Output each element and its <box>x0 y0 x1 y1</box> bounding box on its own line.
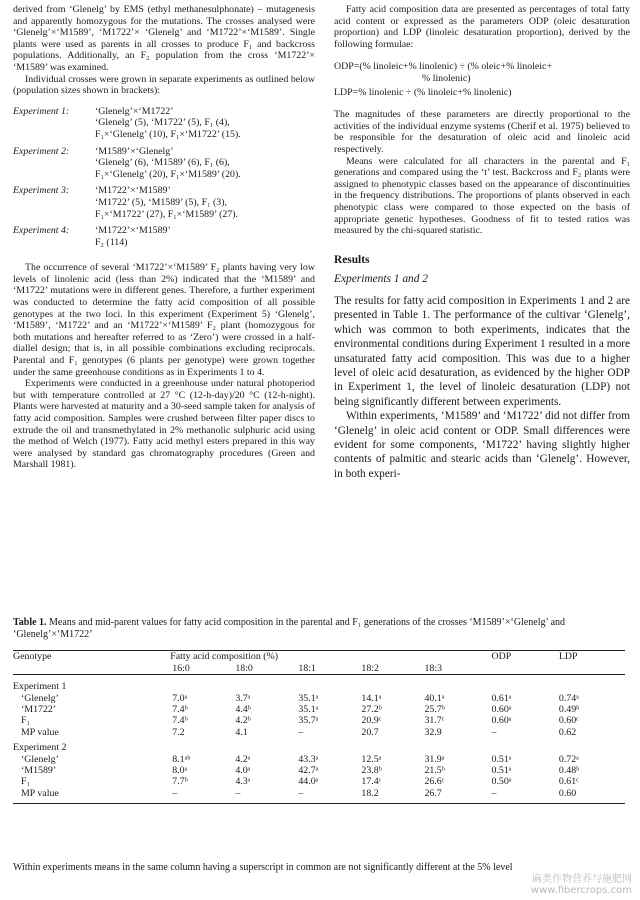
value-cell: – <box>172 787 178 799</box>
paragraph: derived from ‘Glenelg’ by EMS (ethyl methanesulphonate) – mutagenesis and apparently homozygous for the mutations. The crosses analysed were ‘Glenelg’×‘M1589’, ‘M1722’× ‘Glenelg’ and ‘M1722’×‘M1589’. Single plants were used as parents in all crosses to produce F₁ and backcross populations. Additionally, an F₂ population from the cross ‘M1722’× ‘M1589’ was examined. <box>13 4 315 73</box>
experiment-label: Experiment 4: <box>13 225 70 237</box>
value-cell: 0.51ᵃ <box>491 753 512 765</box>
table-row <box>13 726 625 737</box>
genotype-cell: F₁ <box>21 776 30 788</box>
column-subheader: 18:3 <box>424 662 443 674</box>
value-cell: 32.9 <box>424 726 442 738</box>
value-cell: – <box>298 726 304 738</box>
formula-odp <box>334 61 630 84</box>
value-cell: 7.2 <box>172 726 185 738</box>
value-cell: 0.61ᶜ <box>558 776 579 788</box>
value-cell: 0.60ᵃ <box>491 715 512 727</box>
table-row <box>13 787 625 798</box>
column-header: ODP <box>491 651 512 663</box>
experiment-label: Experiment 3: <box>13 185 70 197</box>
value-cell: 4.1 <box>235 726 248 738</box>
value-cell: 0.51ᵃ <box>491 764 512 776</box>
experiment-line: ‘M1722’×‘M1589’ <box>95 185 171 197</box>
column-subheader: 18:1 <box>298 662 316 674</box>
value-cell: 0.72ᵃ <box>558 753 579 765</box>
genotype-cell: ‘Glenelg’ <box>21 692 59 704</box>
value-cell: 21.5ᵇ <box>424 764 445 776</box>
value-cell: 26.6ᶜ <box>424 776 445 788</box>
table-caption-text: Means and mid-parent values for fatty acid composition in the parental and F₁ generations of the crosses ‘M1589’×‘Glenelg’ and ‘Glenelg’×‘M1722’ <box>13 617 566 640</box>
genotype-cell: ‘M1589’ <box>21 764 57 776</box>
value-cell: 35.7ᵃ <box>298 715 319 727</box>
subsection-heading: Experiments 1 and 2 <box>334 273 428 286</box>
genotype-cell: MP value <box>21 787 59 799</box>
value-cell: 4.2ᵇ <box>235 715 251 727</box>
experiment-group-label: Experiment 1 <box>13 681 67 693</box>
right-column <box>334 4 630 481</box>
paragraph: The results for fatty acid composition in Experiments 1 and 2 are presented in Table 1. The performance of the cultivar ‘Glenelg’, which was common to both experiments, indicates that the environmental conditions during Experiment 1 resulted in a more unsaturated fatty acid composition. This was due to a higher level of oleic acid desaturation, as evidenced by the higher ODP in Experiment 1, the level of linoleic desaturation (LDP) not being significantly different between experiments. <box>334 294 630 408</box>
table-row <box>13 704 625 715</box>
table-row <box>13 776 625 787</box>
experiment-line: F₁×‘Glenelg’ (10), F₁×‘M1722’ (15). <box>95 128 241 140</box>
table-row <box>13 715 625 726</box>
experiment-label: Experiment 2: <box>13 145 70 157</box>
table-row <box>13 753 625 764</box>
experiment-line: ‘M1722’ (5), ‘M1589’ (5), F₁ (3), <box>95 196 227 208</box>
column-header: Genotype <box>13 651 52 663</box>
formula-line: LDP=% linolenic ÷ (% linoleic+% linolenic) <box>334 86 512 98</box>
experiment-group-label: Experiment 2 <box>13 742 67 754</box>
data-table <box>13 650 625 804</box>
experiment-entry <box>13 106 315 141</box>
genotype-cell: ‘M1722’ <box>21 703 57 715</box>
watermark-line: www.fibercrops.com <box>530 885 632 896</box>
formula-line: ODP=(% linoleic+% linolenic) ÷ (% oleic+% linoleic+ <box>334 61 553 73</box>
column-subheader: 18:0 <box>235 662 253 674</box>
value-cell: 4.0ᵃ <box>235 764 251 776</box>
experiment-line: ‘Glenelg’×‘M1722’ <box>95 105 174 117</box>
value-cell: 0.49ᵇ <box>558 703 580 715</box>
value-cell: 3.7ᵃ <box>235 692 251 704</box>
experiment-line: ‘M1722’×‘M1589’ <box>95 225 171 237</box>
value-cell: 7.0ᵃ <box>172 692 188 704</box>
experiment-line: F₁×‘Glenelg’ (20), F₁×‘M1589’ (20). <box>95 168 241 180</box>
value-cell: 23.8ᵇ <box>361 764 382 776</box>
paragraph: Fatty acid composition data are presented as percentages of total fatty acid content or expressed as the parameters ODP (oleic desaturation proportion) and LDP (linoleic desaturation proportion), derived by the following formulae: <box>334 4 630 50</box>
value-cell: 14.1ᵃ <box>361 692 382 704</box>
experiment-entry <box>13 185 315 220</box>
value-cell: 4.2ᵃ <box>235 753 251 765</box>
value-cell: – <box>491 787 497 799</box>
watermark <box>531 874 632 896</box>
value-cell: 0.60ᶜ <box>558 715 579 727</box>
value-cell: 17.4ᶜ <box>361 776 382 788</box>
column-header-group: Fatty acid composition (%) <box>170 651 279 663</box>
value-cell: 35.1ᵃ <box>298 703 319 715</box>
value-cell: 18.2 <box>361 787 379 799</box>
value-cell: 0.48ᵇ <box>558 764 580 776</box>
value-cell: 20.9ᶜ <box>361 715 382 727</box>
column-subheader: 18:2 <box>361 662 379 674</box>
value-cell: 31.7ᶜ <box>424 715 445 727</box>
genotype-cell: MP value <box>21 726 59 738</box>
formula-ldp <box>334 87 630 99</box>
table-row <box>13 692 625 703</box>
paragraph: Individual crosses were grown in separate experiments as outlined below (population sizes shown in brackets): <box>13 73 315 97</box>
paragraph: Means were calculated for all characters in the parental and F₁ generations and compared using the ‘t’ test. Backcross and F₂ plants were assigned to phenotypic classes based on the appearance of discontinuities in the frequency distributions. The proportions of plants observed in each phenotypic class were compared to those expected on the basis of appropriate genetic hypotheses. Goodness of fit to tested ratios was measured by the chi-squared statistic. <box>334 155 630 237</box>
value-cell: 43.3ᵃ <box>298 753 319 765</box>
experiment-line: F₂ (114) <box>95 236 128 248</box>
paragraph: The occurrence of several ‘M1722’×‘M1589’ F₂ plants having very low levels of linolenic acid (less than 2%) indicated that the ‘M1589’ and ‘M1722’ mutations were in different genes. Therefore, a further experiment was conducted to determine the fatty acid composition of all possible genotypes at the two loci. In this experiment (Experiment 5) ‘Glenelg’, ‘M1589’, ‘M1722’ and an ‘M1722’×‘M1589’ F₂ plant (homozygous for both mutations and hereafter referred to as ‘Zero’) were crossed in a half-diallel design; that is, in all possible combinations excluding reciprocals. Parental and F₁ genotypes (6 plants per genotype) were grown together under the same greenhouse conditions as in Experiments 1 to 4. <box>13 262 315 378</box>
table-footnote: Within experiments means in the same column having a superscript in common are not significantly different at the 5% level <box>13 862 513 873</box>
formula-line: % linolenic) <box>422 72 471 84</box>
section-heading: Results <box>334 253 370 266</box>
value-cell: 7.7ᵇ <box>172 776 188 788</box>
value-cell: 0.50ᵃ <box>491 776 512 788</box>
value-cell: – <box>235 787 241 799</box>
value-cell: 40.1ᵃ <box>424 692 445 704</box>
value-cell: 0.60 <box>558 787 577 799</box>
genotype-cell: F₁ <box>21 715 30 727</box>
table-caption <box>13 617 625 641</box>
value-cell: 7.4ᵇ <box>172 703 188 715</box>
value-cell: 27.2ᵇ <box>361 703 382 715</box>
value-cell: 26.7 <box>424 787 442 799</box>
experiment-line: ‘Glenelg’ (5), ‘M1722’ (5), F₁ (4), <box>95 117 230 129</box>
genotype-cell: ‘Glenelg’ <box>21 753 59 765</box>
table-label: Table 1. <box>13 617 47 628</box>
value-cell: 12.5ᵃ <box>361 753 382 765</box>
value-cell: 4.4ᵇ <box>235 703 251 715</box>
value-cell: 4.3ᵃ <box>235 776 251 788</box>
paragraph: Within experiments, ‘M1589’ and ‘M1722’ did not differ from ‘Glenelg’ in oleic acid content or ODP. Small differences were evident for some components, ‘M1722’ having slightly higher contents of palmitic and stearic acids than ‘Glenelg’. However, in both experi- <box>334 410 630 480</box>
paragraph: The magnitudes of these parameters are directly proportional to the activities of the individual enzyme systems (Cherif et al. 1975) believed to be responsible for the desaturation of oleic acid and linoleic acid respectively. <box>334 109 630 155</box>
value-cell: – <box>298 787 304 799</box>
value-cell: 7.4ᵇ <box>172 715 188 727</box>
value-cell: – <box>491 726 497 738</box>
value-cell: 8.1ᵃᵇ <box>172 753 191 765</box>
experiment-line: ‘M1589’×‘Glenelg’ <box>95 145 174 157</box>
experiment-line: ‘Glenelg’ (6), ‘M1589’ (6), F₁ (6), <box>95 157 230 169</box>
value-cell: 44.0ᵃ <box>298 776 319 788</box>
value-cell: 42.7ᵃ <box>298 764 319 776</box>
experiment-entry <box>13 146 315 181</box>
value-cell: 8.0ᵃ <box>172 764 188 776</box>
value-cell: 25.7ᵇ <box>424 703 445 715</box>
value-cell: 31.9ᵃ <box>424 753 445 765</box>
table-row <box>13 765 625 776</box>
experiment-entry <box>13 225 315 248</box>
value-cell: 20.7 <box>361 726 379 738</box>
paragraph: Experiments were conducted in a greenhouse under natural photoperiod but with temperature controlled at 27 °C (12-h-day)/20 °C (12-h-night). Plants were harvested at maturity and a 30-seed sample taken for analysis of fatty acid composition. Samples were crushed between filter paper discs to extrude the oil and transmethylated in 2% methanolic sulphuric acid using the method of Welch (1977). Fatty acid methyl esters prepared in this way were analysed by standard gas chromatography procedures (Green and Marshall 1981). <box>13 378 315 471</box>
column-header: LDP <box>558 651 578 663</box>
left-column <box>13 4 315 471</box>
column-subheader: 16:0 <box>172 662 190 674</box>
experiment-label: Experiment 1: <box>13 105 70 117</box>
value-cell: 0.62 <box>558 726 577 738</box>
watermark-line: 麻类作物营养与施肥网 <box>532 874 632 885</box>
value-cell: 0.60ᵃ <box>491 703 512 715</box>
experiment-line: F₁×‘M1722’ (27), F₁×‘M1589’ (27). <box>95 208 239 220</box>
value-cell: 0.61ᵃ <box>491 692 512 704</box>
value-cell: 0.74ᵃ <box>558 692 579 704</box>
value-cell: 35.1ᵃ <box>298 692 319 704</box>
